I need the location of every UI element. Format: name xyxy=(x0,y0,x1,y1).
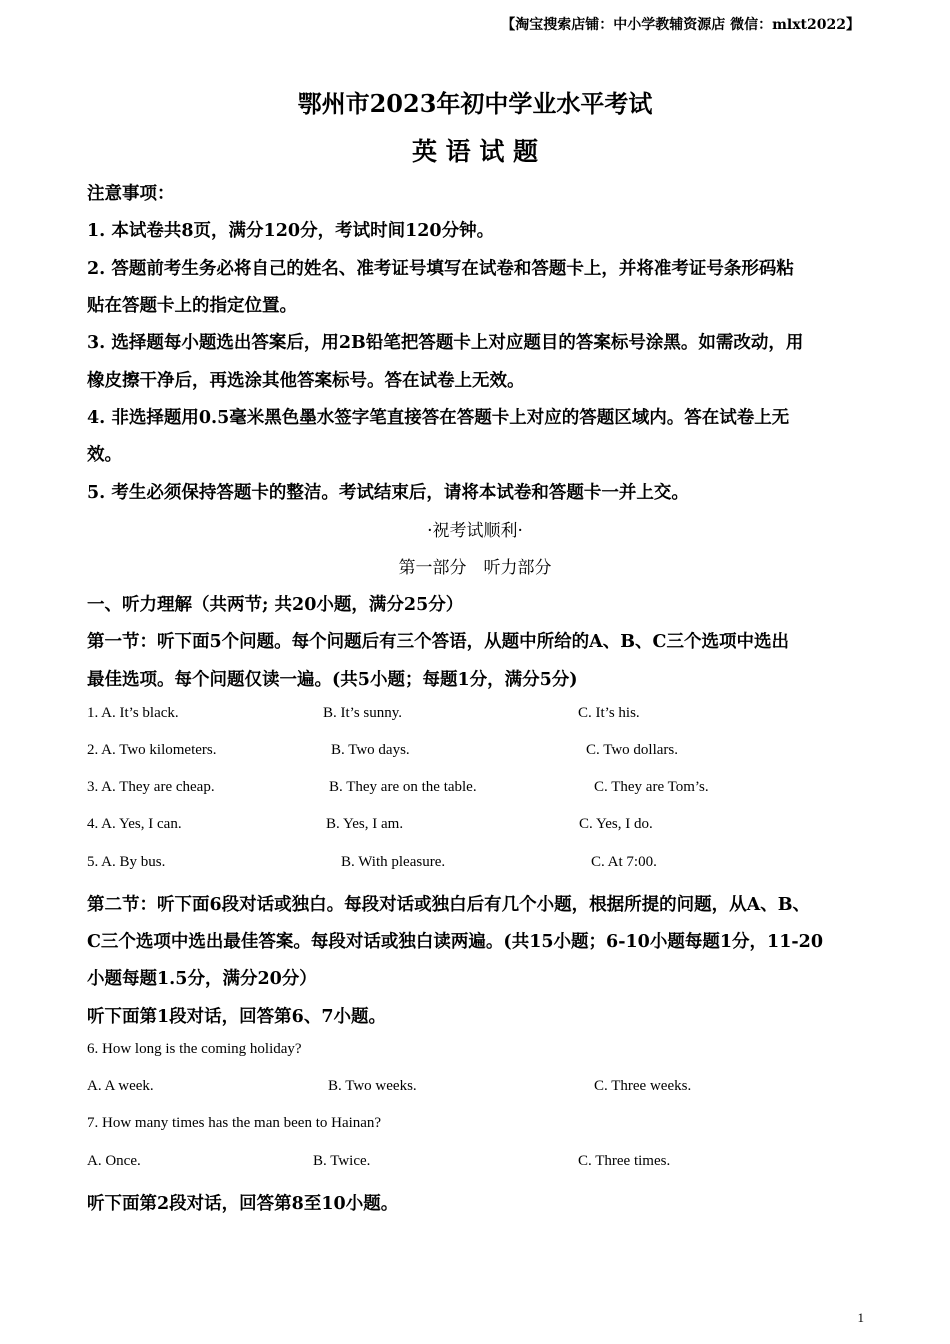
q6-option-a: A. A week. xyxy=(87,1078,154,1094)
blessing: ·祝考试顺利· xyxy=(427,521,523,541)
q2-option-b: B. Two days. xyxy=(331,742,410,758)
q1-option-c: C. It’s his. xyxy=(578,705,640,721)
q6-option-c: C. Three weeks. xyxy=(594,1078,692,1094)
q7-option-a: A. Once. xyxy=(87,1153,141,1169)
part-title: 第一部分 听力部分 xyxy=(398,558,552,578)
q6-option-b: B. Two weeks. xyxy=(328,1078,417,1094)
q7-option-b: B. Twice. xyxy=(313,1153,371,1169)
notice-line: 橡皮擦干净后，再选涂其他答案标号。答在试卷上无效。 xyxy=(87,371,525,391)
notice-line: 贴在答题卡上的指定位置。 xyxy=(87,296,297,316)
q3-option-b: B. They are on the table. xyxy=(329,779,477,795)
sec2-instruction: C三个选项中选出最佳答案。每段对话或独白读两遍。(共15小题；6-10小题每题1分，11-20 xyxy=(87,932,823,952)
section-heading: 一、听力理解（共两节; 共20小题，满分25分） xyxy=(87,595,464,615)
q2-option-c: C. Two dollars. xyxy=(586,742,679,758)
q5-option-a: 5. A. By bus. xyxy=(87,854,166,870)
notice-line: 1. 本试卷共8页，满分120分，考试时间120分钟。 xyxy=(87,221,495,241)
q5-option-c: C. At 7:00. xyxy=(591,854,657,870)
notice-line: 效。 xyxy=(87,445,122,465)
q1-option-b: B. It’s sunny. xyxy=(323,705,403,721)
q5-option-b: B. With pleasure. xyxy=(341,854,446,870)
q1-option-a: 1. A. It’s black. xyxy=(87,705,179,721)
q4-option-b: B. Yes, I am. xyxy=(326,816,404,832)
q7-stem: 7. How many times has the man been to Hainan? xyxy=(87,1115,382,1131)
q4-option-c: C. Yes, I do. xyxy=(579,816,653,832)
notice-line: 3. 选择题每小题选出答案后，用2B铅笔把答题卡上对应题目的答案标号涂黑。如需改动，用 xyxy=(87,333,804,353)
header-note: 【淘宝搜索店铺：中小学教辅资源店 微信：mlxt2022】 xyxy=(501,17,860,33)
sec2-instruction: 小题每题1.5分，满分20分） xyxy=(87,969,317,989)
sec2-instruction: 第二节：听下面6段对话或独白。每段对话或独白后有几个小题，根据所提的问题，从A、B、 xyxy=(87,895,811,915)
q3-option-a: 3. A. They are cheap. xyxy=(87,779,215,795)
q2-option-a: 2. A. Two kilometers. xyxy=(87,742,217,758)
notice-line: 5. 考生必须保持答题卡的整洁。考试结束后，请将本试卷和答题卡一并上交。 xyxy=(87,483,689,503)
dialog2-heading: 听下面第2段对话，回答第8至10小题。 xyxy=(87,1194,399,1214)
sec1-instruction: 第一节：听下面5个问题。每个问题后有三个答语，从题中所给的A、B、C三个选项中选出 xyxy=(87,632,789,652)
exam-subtitle: 英 语 试 题 xyxy=(411,137,539,166)
notice-line: 4. 非选择题用0.5毫米黑色墨水签字笔直接答在答题卡上对应的答题区域内。答在试卷上无 xyxy=(87,408,790,428)
notice-heading: 注意事项： xyxy=(87,184,175,204)
q6-stem: 6. How long is the coming holiday? xyxy=(87,1041,302,1057)
dialog1-heading: 听下面第1段对话，回答第6、7小题。 xyxy=(87,1007,387,1027)
q3-option-c: C. They are Tom’s. xyxy=(594,779,709,795)
page-number: 1 xyxy=(857,1310,864,1325)
q4-option-a: 4. A. Yes, I can. xyxy=(87,816,182,832)
q7-option-c: C. Three times. xyxy=(578,1153,671,1169)
exam-title: 鄂州市2023年初中学业水平考试 xyxy=(297,89,653,118)
sec1-instruction: 最佳选项。每个问题仅读一遍。(共5小题；每题1分，满分5分) xyxy=(87,670,578,690)
notice-line: 2. 答题前考生务必将自己的姓名、准考证号填写在试卷和答题卡上，并将准考证号条形码粘 xyxy=(87,259,794,279)
